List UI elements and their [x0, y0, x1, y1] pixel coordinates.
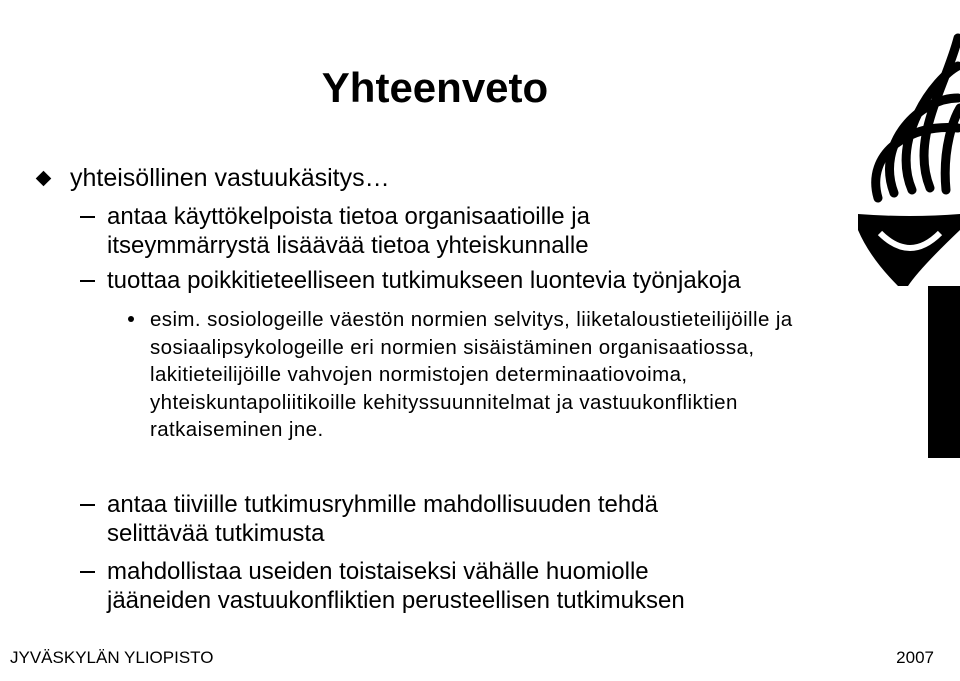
dash-bullet-icon — [80, 216, 95, 218]
flame-torch-icon — [850, 18, 960, 458]
dash-bullet-icon — [80, 504, 95, 506]
dash-bullet-icon — [80, 571, 95, 573]
dot-bullet-icon — [128, 316, 134, 322]
sub-bullet-text: esim. sosiologeille väestön normien selvitys, liiketaloustieteilijöille ja sosiaalipsykologeille eri normien sisäistäminen organisaatiossa, lakitieteilijöille vahvojen normistojen determinaatiovoima, yhteiskuntapoliitikoille kehityssuunnitelmat ja vastuukonfliktien ratkaiseminen jne. — [150, 308, 793, 441]
list-item-text: mahdollistaa useiden toistaiseksi vähälle huomiolle jääneiden vastuukonfliktien perusteellisen tutkimuksen — [107, 558, 685, 614]
dash-bullet-icon — [80, 280, 95, 282]
main-bullet-text: yhteisöllinen vastuukäsitys… — [70, 164, 390, 192]
list-item-text: antaa tiiviille tutkimusryhmille mahdollisuuden tehdä selittävää tutkimusta — [107, 491, 658, 547]
footer-institution: JYVÄSKYLÄN YLIOPISTO — [10, 648, 214, 667]
list-item-text: antaa käyttökelpoista tietoa organisaatioille ja itseymmärrystä lisäävää tietoa yhteiskunnalle — [107, 203, 590, 259]
footer-year: 2007 — [896, 648, 934, 667]
list-item-text: tuottaa poikkitieteelliseen tutkimukseen luontevia työnjakoja — [107, 267, 741, 294]
diamond-bullet-icon — [36, 171, 52, 187]
slide-title: Yhteenveto — [321, 64, 549, 111]
